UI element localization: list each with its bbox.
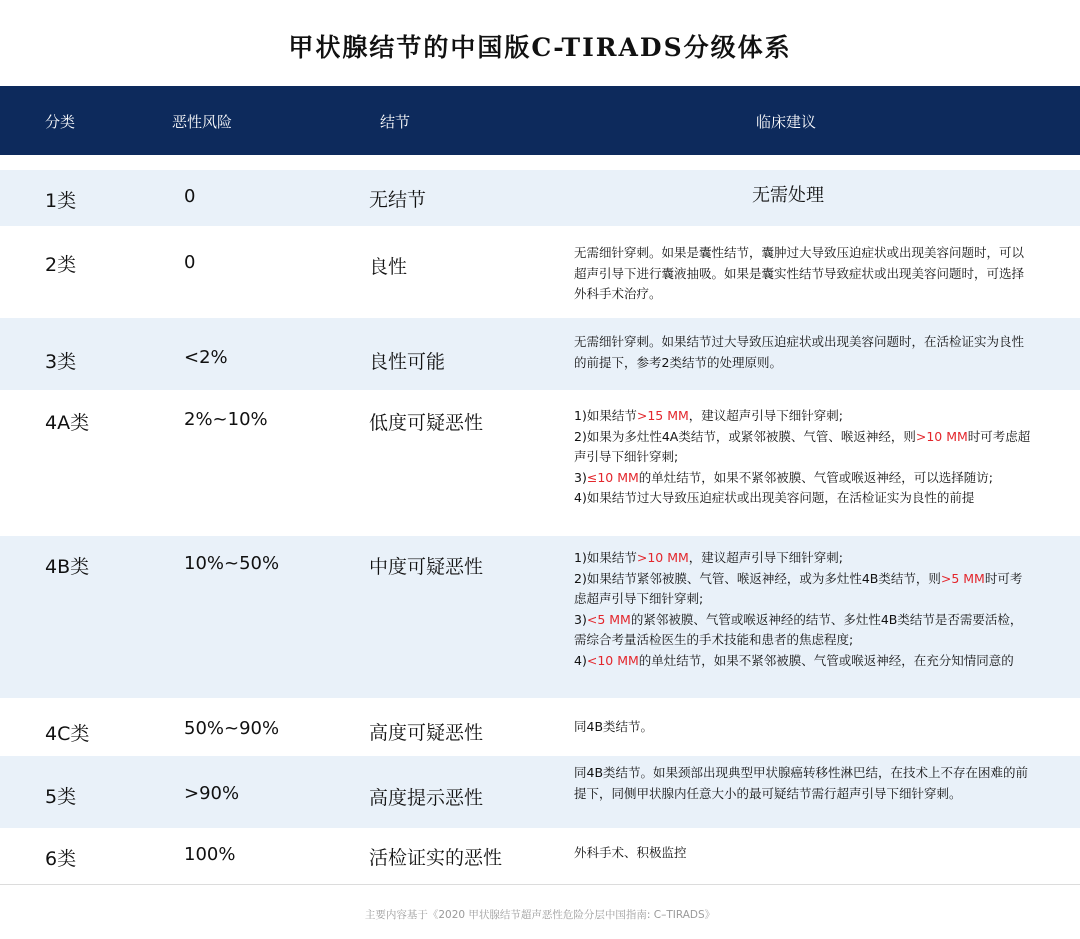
- row-category: 3类: [45, 351, 77, 373]
- table-row: [0, 698, 1080, 756]
- row-category: 4C类: [45, 723, 90, 745]
- header-risk: 恶性风险: [172, 113, 233, 131]
- advice-line: 2)如果为多灶性4A类结节，或紧邻被膜、气管、喉返神经，则>10 MM时可考虑超声引导下细针穿刺;: [574, 428, 1031, 464]
- advice-line: 1)如果结节>15 MM，建议超声引导下细针穿刺;: [574, 408, 843, 423]
- row-nodule: 中度可疑恶性: [369, 556, 484, 578]
- row-category: 4B类: [45, 556, 90, 578]
- row-category: 5类: [45, 786, 77, 808]
- advice-line: 1)如果结节>10 MM，建议超声引导下细针穿刺;: [574, 550, 843, 565]
- row-risk: 0: [184, 252, 196, 273]
- row-nodule: 无结节: [369, 189, 427, 211]
- advice-line: 3)<5 MM的紧邻被膜、气管或喉返神经的结节、多灶性4B类结节是否需要活检，需综合考量活检医生的手术技能和患者的焦虑程度;: [574, 611, 1023, 647]
- row-risk: 10%~50%: [184, 553, 280, 574]
- row-advice: [574, 548, 1032, 671]
- row-risk: <2%: [184, 347, 228, 368]
- row-advice: 外科手术、积极监控: [574, 845, 687, 860]
- table-bottom-divider: [0, 884, 1080, 885]
- row-nodule: 良性可能: [369, 351, 446, 373]
- row-advice: 同4B类结节。如果颈部出现典型甲状腺癌转移性淋巴结，在技术上不存在困难的前提下，同侧甲状腺内任意大小的最可疑结节需行超声引导下细针穿刺。: [574, 765, 1029, 801]
- row-advice: 同4B类结节。: [574, 719, 654, 734]
- row-advice: 无需处理: [752, 185, 824, 206]
- table-header: [0, 86, 1080, 155]
- row-nodule: 高度提示恶性: [369, 787, 484, 809]
- table-row: [0, 390, 1080, 536]
- row-advice: 无需细针穿刺。如果结节过大导致压迫症状或出现美容问题时，在活检证实为良性的前提下，参考2类结节的处理原则。: [574, 334, 1025, 370]
- table-row: [0, 536, 1080, 698]
- table-row: [0, 756, 1080, 828]
- table-row: [0, 226, 1080, 318]
- row-nodule: 高度可疑恶性: [369, 722, 484, 744]
- advice-line: 3)≤10 MM的单灶结节，如果不紧邻被膜、气管或喉返神经，可以选择随访;: [574, 469, 993, 485]
- row-nodule: 活检证实的恶性: [369, 847, 503, 869]
- table-row: [0, 318, 1080, 390]
- row-category: 2类: [45, 254, 77, 276]
- header-category: 分类: [45, 113, 76, 131]
- row-risk: 2%~10%: [184, 409, 268, 430]
- source-footnote: 主要内容基于《2020 甲状腺结节超声恶性危险分层中国指南: C–TIRADS》: [364, 909, 716, 921]
- header-advice: 临床建议: [756, 113, 817, 131]
- table-row: [0, 170, 1080, 226]
- advice-line: 4)如果结节过大导致压迫症状或出现美容问题，在活检证实为良性的前提: [574, 490, 975, 505]
- row-advice: 无需细针穿刺。如果是囊性结节，囊肿过大导致压迫症状或出现美容问题时，可以超声引导下进行囊液抽吸。如果是囊实性结节导致症状或出现美容问题时，可选择外科手术治疗。: [574, 245, 1025, 301]
- advice-line: 2)如果结节紧邻被膜、气管、喉返神经，或为多灶性4B类结节，则>5 MM时可考虑超声引导下细针穿刺;: [574, 570, 1023, 606]
- row-nodule: 低度可疑恶性: [369, 412, 484, 434]
- row-risk: 100%: [184, 844, 236, 865]
- row-advice: [574, 406, 1032, 509]
- row-risk: 50%~90%: [184, 718, 280, 739]
- row-nodule: 良性: [369, 256, 408, 278]
- advice-line: 4)<10 MM的单灶结节，如果不紧邻被膜、气管或喉返神经，在充分知情同意的: [574, 652, 1014, 668]
- row-category: 1类: [45, 190, 77, 212]
- row-risk: >90%: [184, 783, 240, 804]
- header-nodule: 结节: [380, 113, 411, 131]
- row-risk: 0: [184, 186, 196, 207]
- page-title: 甲状腺结节的中国版C-TIRADS分级体系: [288, 33, 792, 62]
- table-row: [0, 828, 1080, 884]
- row-category: 6类: [45, 848, 77, 870]
- row-category: 4A类: [45, 412, 90, 434]
